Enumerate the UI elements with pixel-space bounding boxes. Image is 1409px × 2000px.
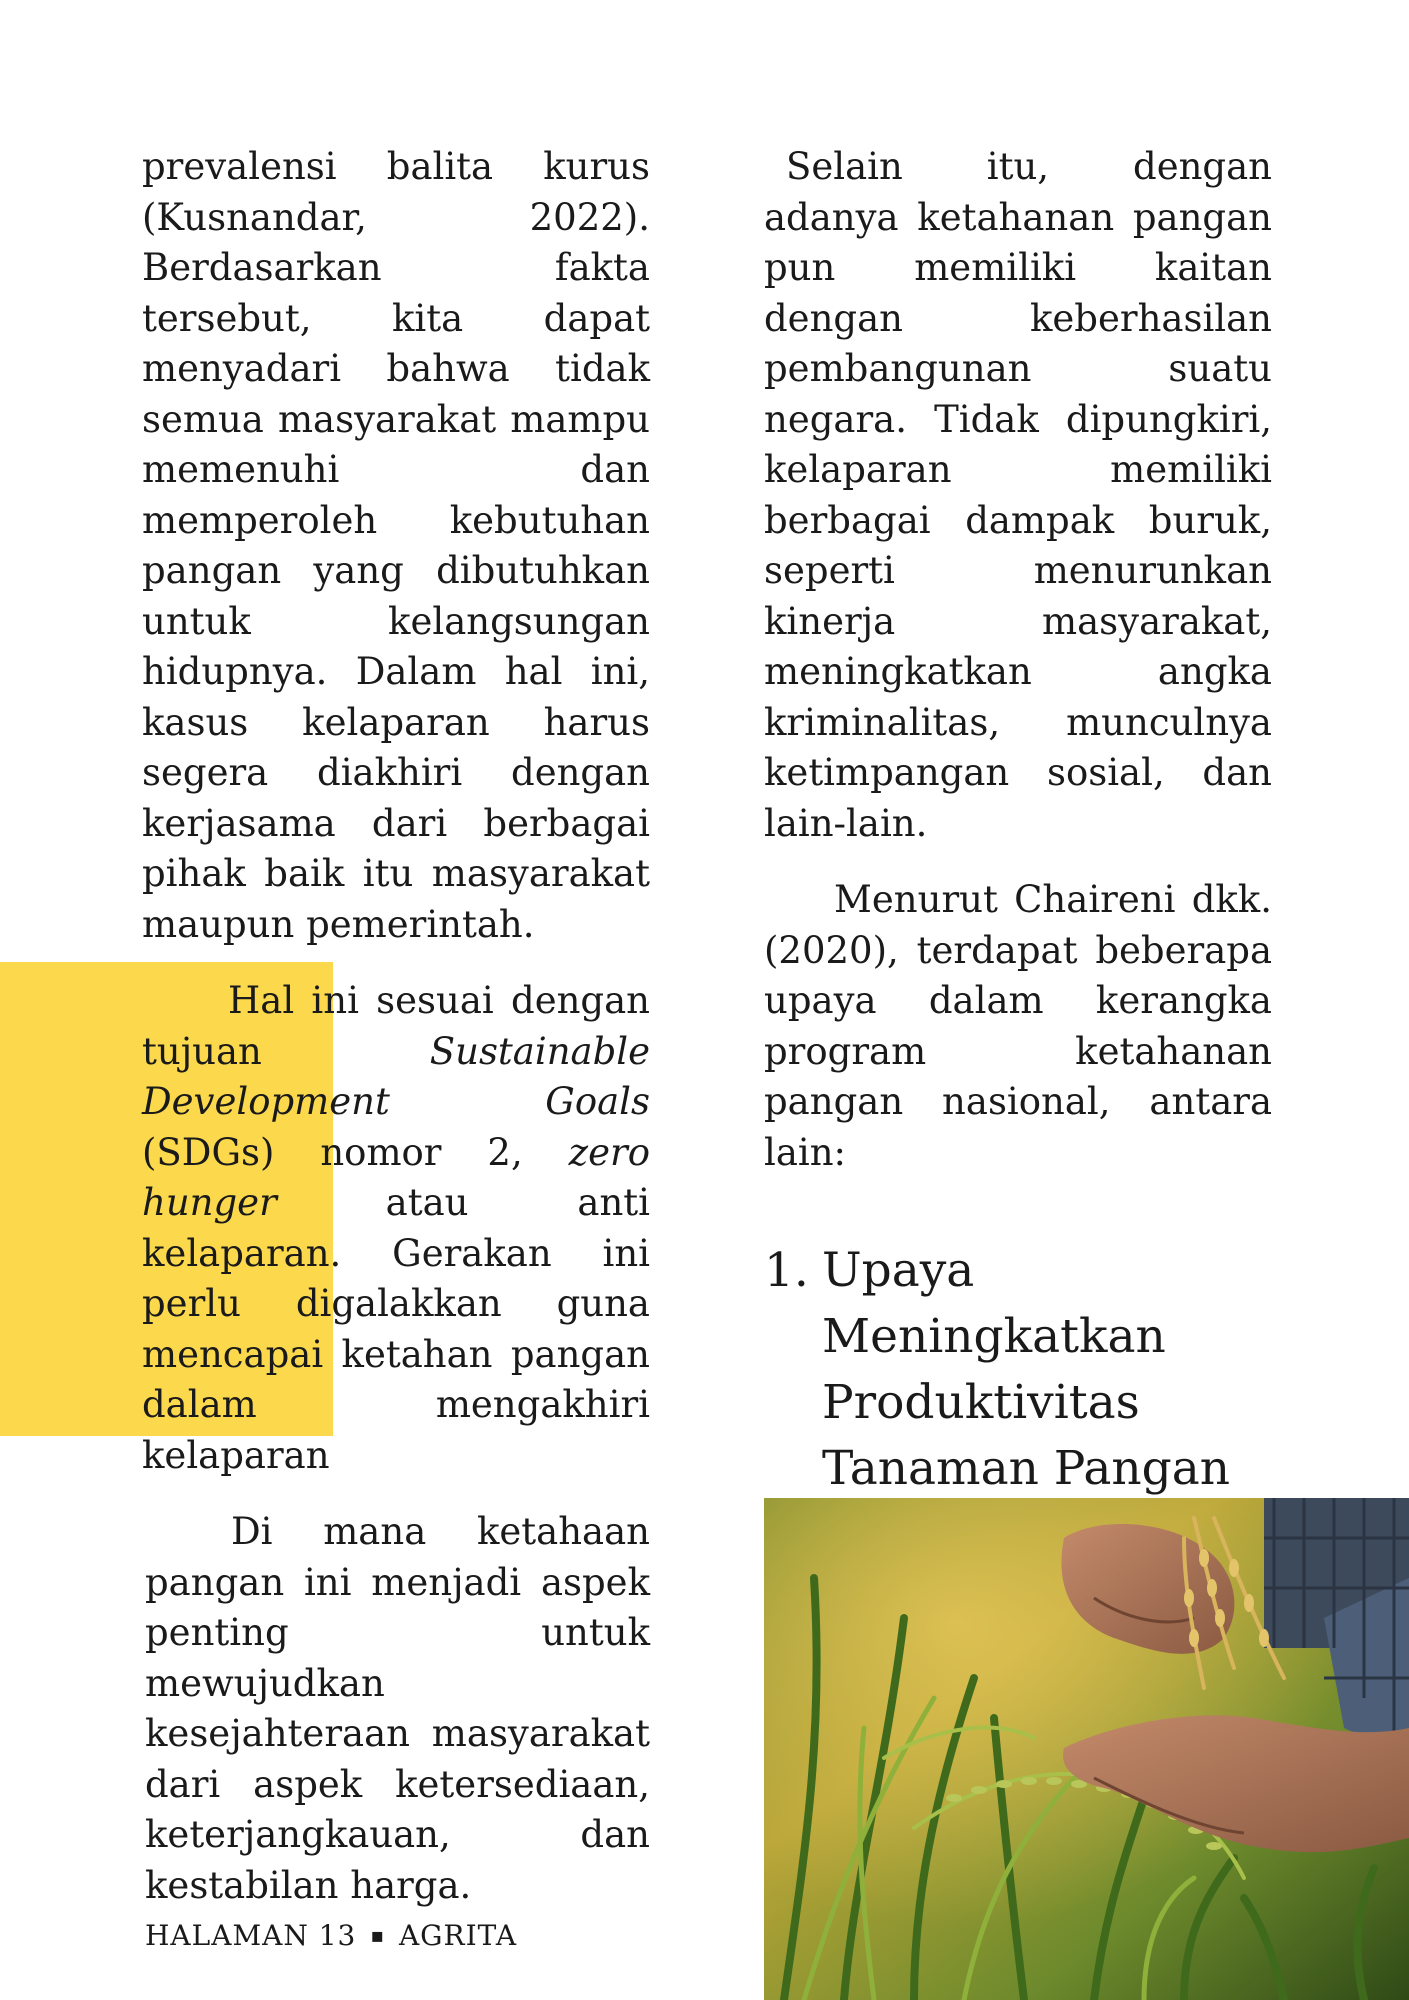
paragraph-development: Selain itu, dengan adanya ketahanan pangan pun memiliki kaitan dengan keberhasilan pembangunan suatu negara. Tidak dipungkiri, kelaparan memiliki berbagai dampak buruk, seperti menurunkan kinerja masyarakat, meningkatkan angka kriminalitas, munculnya ketimpangan sosial, dan lain-lain. <box>764 145 1272 845</box>
footer-separator: ▪ <box>370 1923 385 1947</box>
footer-magazine-name: AGRITA <box>398 1919 518 1952</box>
sdgs-text-1: Hal ini sesuai dengan tujuan <box>142 979 650 1073</box>
right-column <box>764 142 1272 1502</box>
footer-page-number: HALAMAN 13 <box>145 1919 357 1952</box>
sdgs-text-3: atau anti kelaparan. Gerakan ini perlu digalakkan guna mencapai ketahan pangan dalam mengakhiri kelaparan <box>142 1181 650 1477</box>
sdgs-text-2: (SDGs) nomor 2, <box>142 1130 569 1174</box>
rice-harvest-photo <box>764 1498 1409 2000</box>
paragraph-prevalence: prevalensi balita kurus (Kusnandar, 2022). Berdasarkan fakta tersebut, kita dapat menyadari bahwa tidak semua masyarakat mampu memenuhi dan memperoleh kebutuhan pangan yang dibutuhkan untuk kelangsungan hidupnya. Dalam hal ini, kasus kelaparan harus segera diakhiri dengan kerjasama dari berbagai pihak baik itu masyarakat maupun pemerintah. <box>142 145 650 946</box>
rice-field-illustration <box>764 1498 1409 2000</box>
paragraph-food-security: Di mana ketahaan pangan ini menjadi aspek penting untuk mewujudkan kesejahteraan masyarakat dari aspek ketersediaan, keterjangkauan, dan kestabilan harga. <box>145 1510 650 1907</box>
section-number: 1. <box>764 1243 809 1298</box>
section-title: Upaya Meningkatkan Produktivitas Tanaman Pangan <box>822 1243 1230 1496</box>
paragraph-sdgs <box>142 976 650 1481</box>
paragraph-chaireni: Menurut Chaireni dkk. (2020), terdapat beberapa upaya dalam kerangka program ketahanan pangan nasional, antara lain: <box>764 878 1272 1174</box>
section-heading <box>764 1238 1272 1502</box>
sdgs-emphasis-1: Sustainable Development Goals <box>142 1029 650 1123</box>
left-column <box>142 142 650 1937</box>
sdgs-emphasis-2: zero hunger <box>142 1130 650 1224</box>
